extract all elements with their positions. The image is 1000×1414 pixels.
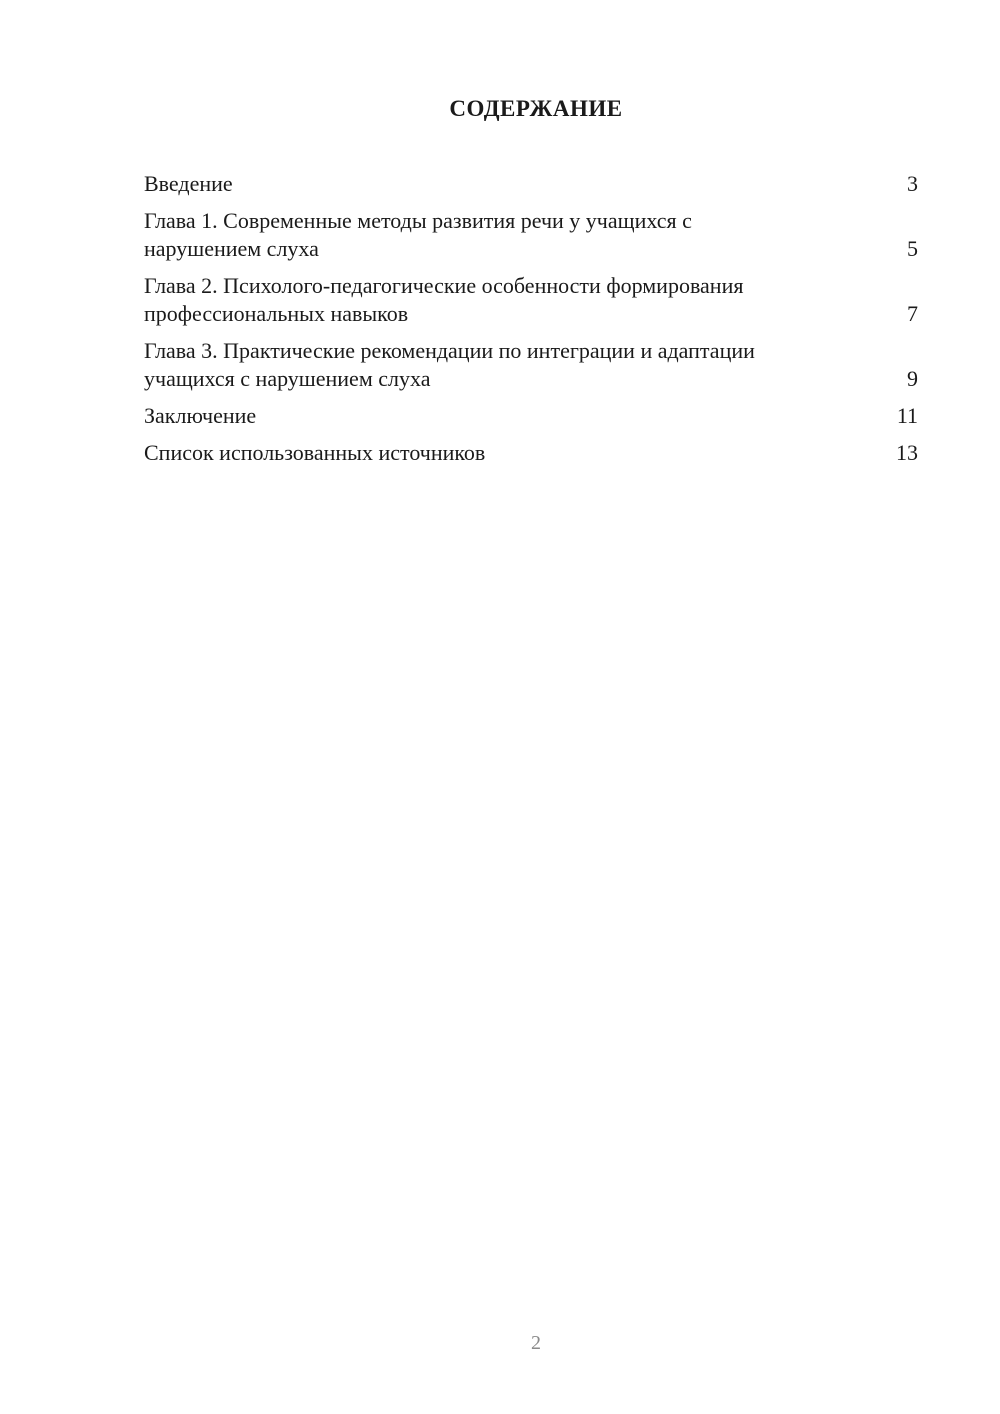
toc-entry-chapter-3[interactable] [144,337,918,393]
toc-entry-conclusion[interactable] [144,402,918,430]
page-number: 2 [531,1332,541,1354]
toc-entry-page: 13 [896,440,918,465]
toc-entry-title: Список использованных источников [144,440,486,465]
toc-entry-title: Заключение [144,403,257,428]
table-of-contents [144,170,918,476]
toc-entry-page: 3 [907,171,918,196]
toc-entry-title: Глава 2. Психолого-педагогические особенности формирования профессиональных навыков [144,273,744,326]
toc-entry-page: 7 [907,301,918,326]
toc-heading: СОДЕРЖАНИЕ [449,96,623,121]
toc-entry-page: 9 [907,366,918,391]
toc-entry-page: 11 [896,403,918,428]
toc-entry-references[interactable] [144,439,918,467]
toc-entry-title: Глава 1. Современные методы развития речи у учащихся с нарушением слуха [144,208,692,261]
toc-entry-chapter-1[interactable] [144,207,918,263]
toc-entry-chapter-2[interactable] [144,272,918,328]
toc-entry-page: 5 [907,236,918,261]
toc-entry-introduction[interactable] [144,170,918,198]
toc-entry-title: Введение [144,171,233,196]
toc-entry-title: Глава 3. Практические рекомендации по интеграции и адаптации учащихся с нарушением слуха [144,338,755,391]
